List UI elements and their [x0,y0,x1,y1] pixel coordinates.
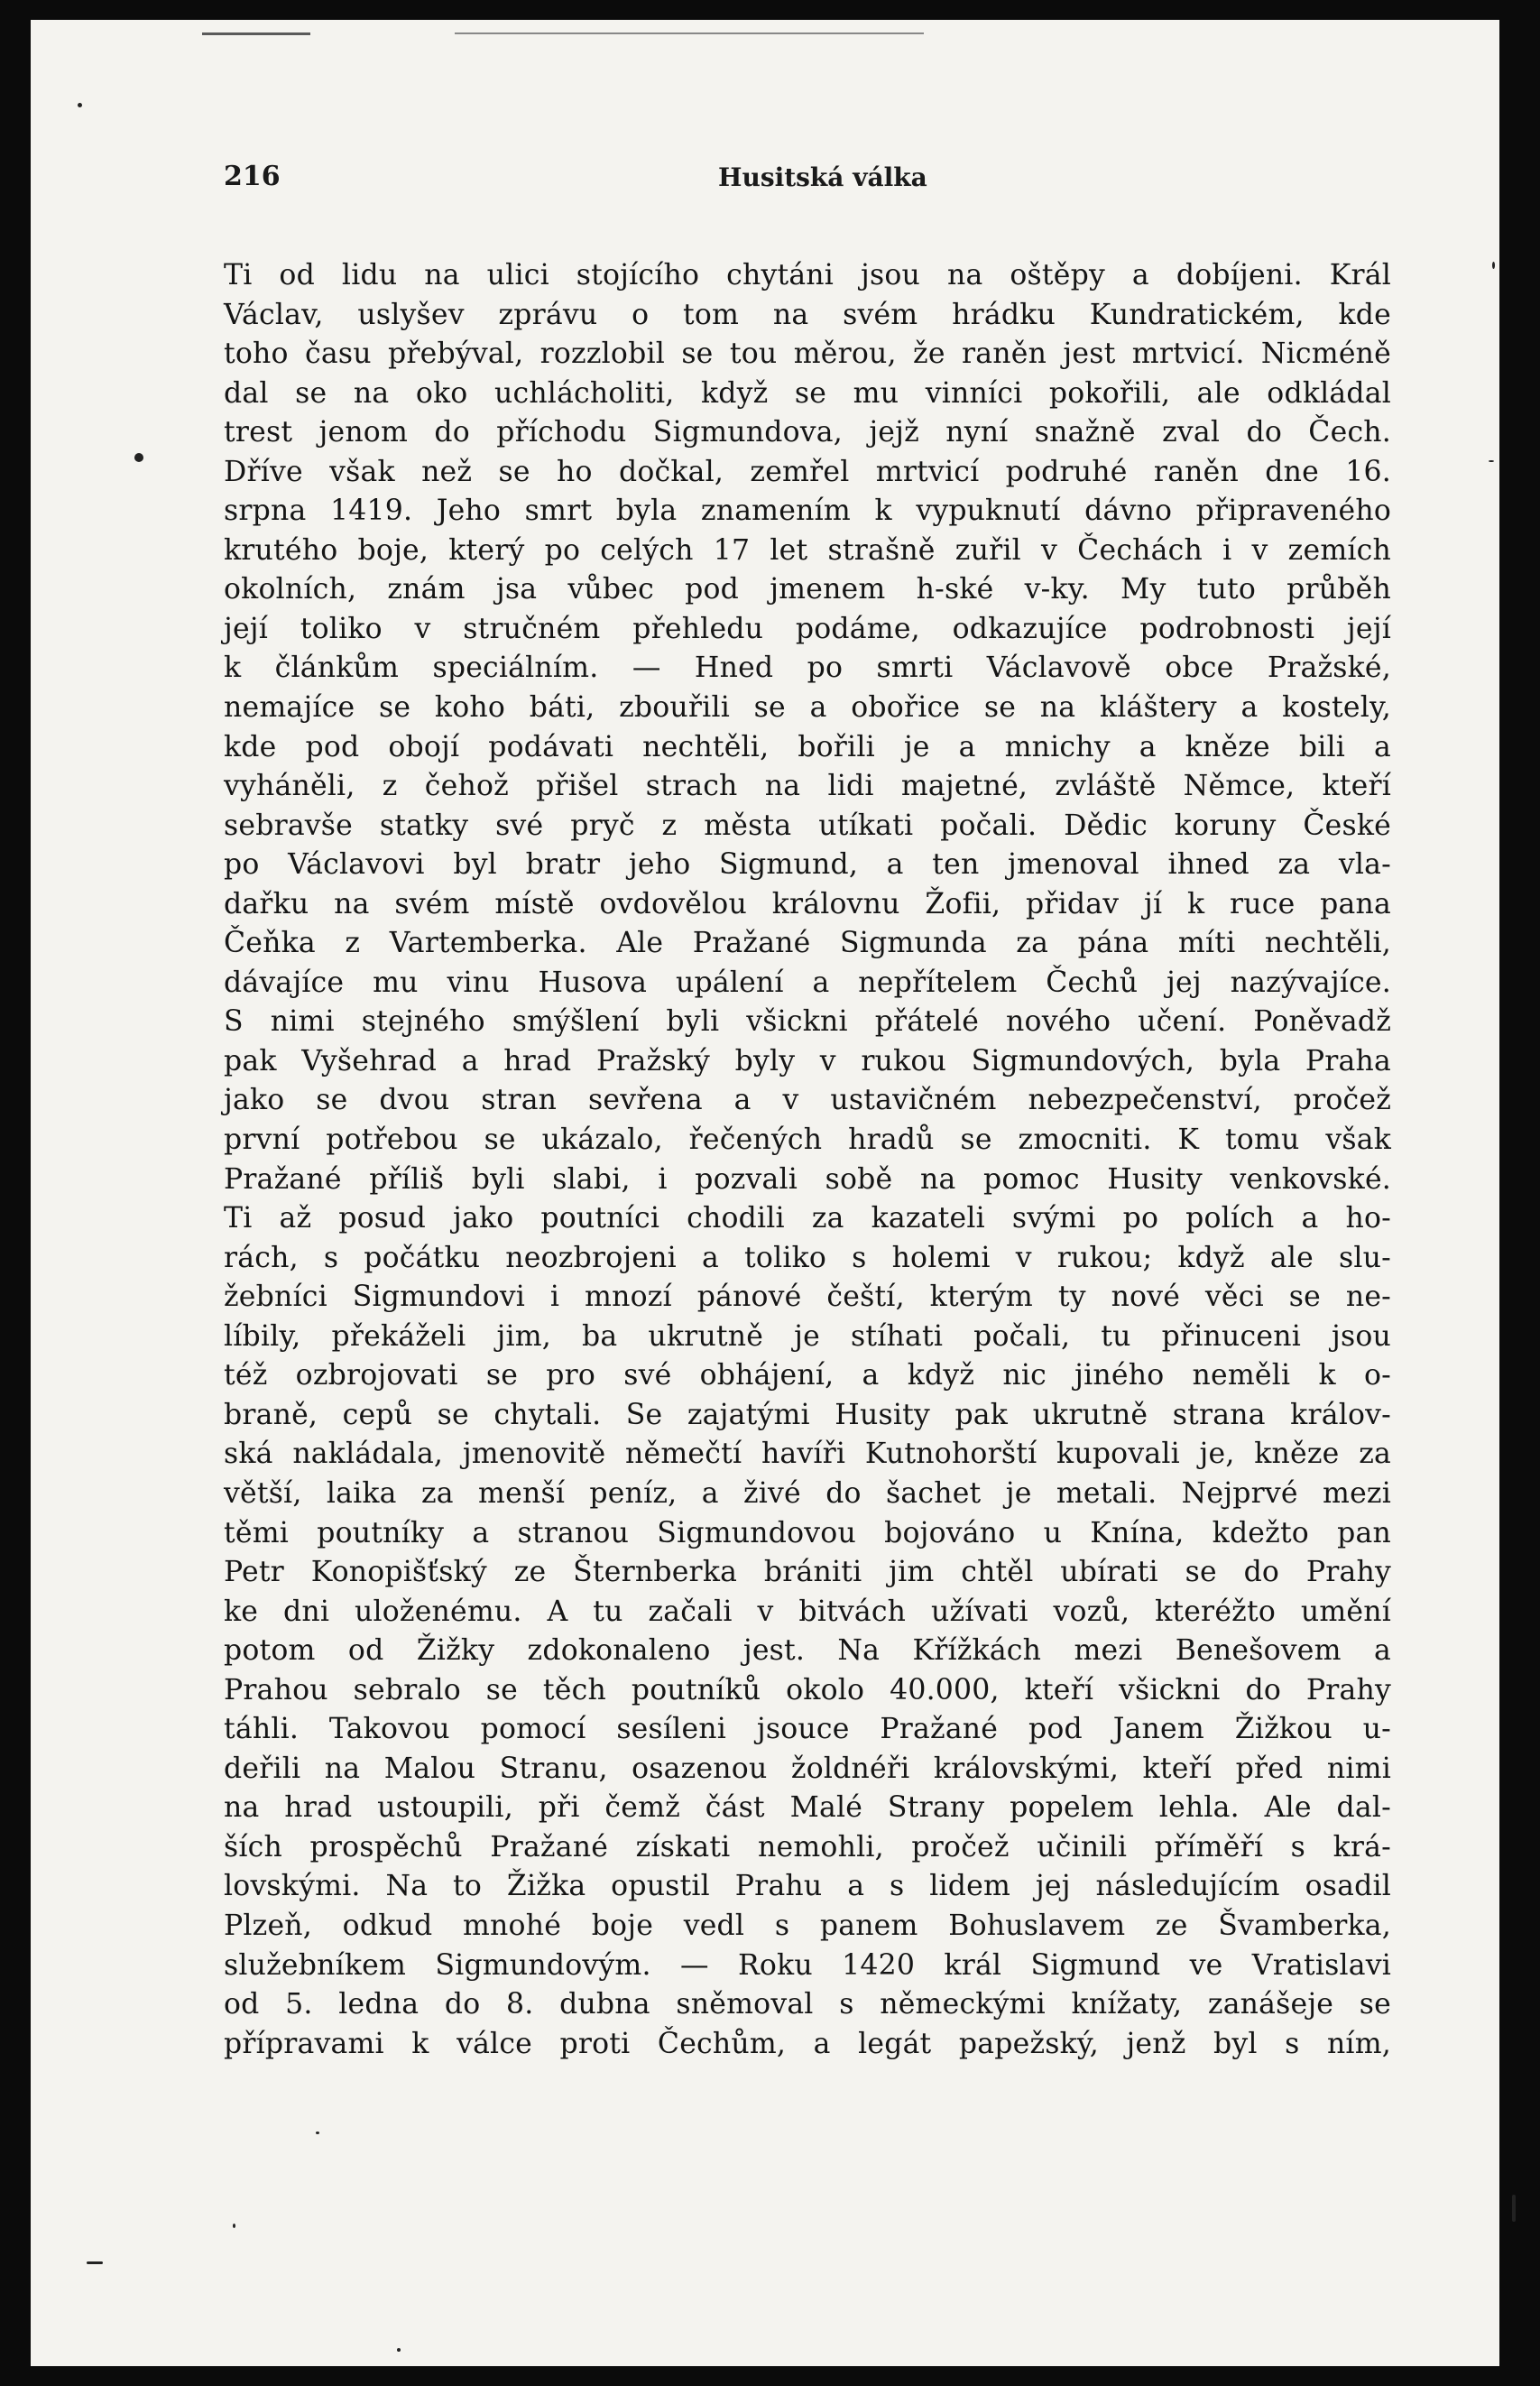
text-line: Prahou sebralo se těch poutníků okolo 40.000, kteří všickni do Prahy [224,1673,1391,1706]
body-text [224,256,1391,2064]
text-line: ších prospěchů Pražané získati nemohli, pročež učinili příměří s krá- [224,1830,1391,1863]
text-line: trest jenom do příchodu Sigmundova, jejž nyní snažně zval do Čech. [224,416,1391,449]
scanned-page [31,20,1510,2366]
text-line: S nimi stejného smýšlení byli všickni přátelé nového učení. Poněvadž [224,1005,1391,1039]
text-line: nemajíce se koho báti, zbouřili se a obořice se na kláštery a kostely, [224,691,1391,725]
text-line: na hrad ustoupili, při čemž část Malé Strany popelem lehla. Ale dal- [224,1791,1391,1825]
text-line: táhli. Takovou pomocí sesíleni jsouce Pražané pod Janem Žižkou u- [224,1713,1391,1746]
scan-speck [1492,262,1495,269]
text-line: ská nakládala, jmenovitě němečtí havíři Kutnohorští kupovali je, kněze za [224,1438,1391,1471]
scan-speck [134,453,143,462]
text-line: líbily, překáželi jim, ba ukrutně je stíhati počali, tu přinuceni jsou [224,1319,1391,1353]
scan-speck [233,2224,235,2228]
text-line: Petr Konopišťský ze Šternberka brániti jim chtěl ubírati se do Prahy [224,1556,1391,1589]
text-line: po Václavovi byl bratr jeho Sigmund, a ten jmenoval ihned za vla- [224,848,1391,882]
text-line: dal se na oko uchlácholiti, když se mu vinníci pokořili, ale odkládal [224,376,1391,410]
scan-speck [1489,460,1494,462]
text-line: srpna 1419. Jeho smrt byla znamením k vypuknutí dávno připraveného [224,495,1391,528]
text-line: dařku na svém místě ovdovělou královnu Žofii, přidav jí k ruce pana [224,887,1391,920]
text-line: toho času přebýval, rozzlobil se tou měrou, že raněn jest mrtvicí. Nicméně [224,338,1391,371]
text-line: Dříve však než se ho dočkal, zemřel mrtvicí podruhé raněn dne 16. [224,455,1391,488]
page-border [1499,20,1510,2366]
text-line: rách, s počátku neozbrojeni a toliko s holemi v rukou; když ale slu- [224,1241,1391,1274]
scan-edge-mark [202,32,310,35]
text-line: vyháněli, z čehož přišel strach na lidi majetné, zvláště Němce, kteří [224,770,1391,803]
text-line: první potřebou se ukázalo, řečených hradů se zmocniti. K tomu však [224,1124,1391,1157]
text-line: žebníci Sigmundovi i mnozí pánové čeští, kterým ty nové věci se ne- [224,1281,1391,1314]
scan-speck [397,2348,401,2352]
text-line: od 5. ledna do 8. dubna sněmoval s německými knížaty, zanášeje se [224,1988,1391,2021]
text-line: její toliko v stručném přehledu podáme, odkazujíce podrobnosti její [224,612,1391,645]
scan-speck [1512,2195,1516,2222]
text-line: jako se dvou stran sevřena a v ustavičném nebezpečenství, pročež [224,1084,1391,1117]
scan-speck [87,2261,103,2264]
page-header [224,161,1388,215]
text-line: přípravami k válce proti Čechům, a legát papežský, jenž byl s ním, [224,2027,1391,2060]
text-line: potom od Žižky zdokonaleno jest. Na Křížkách mezi Benešovem a [224,1634,1391,1668]
text-line: Plzeň, odkud mnohé boje vedl s panem Bohuslavem ze Švamberka, [224,1909,1391,1942]
text-line: Pražané příliš byli slabi, i pozvali sobě na pomoc Husity venkovské. [224,1162,1391,1196]
text-line: též ozbrojovati se pro své obhájení, a když nic jiného neměli k o- [224,1359,1391,1392]
text-line: k článkům speciálním. — Hned po smrti Václavově obce Pražské, [224,652,1391,685]
text-line: Čeňka z Vartemberka. Ale Pražané Sigmunda za pána míti nechtěli, [224,927,1391,960]
text-line: Ti od lidu na ulici stojícího chytáni jsou na oštěpy a dobíjeni. Král [224,259,1391,291]
scan-edge-mark [455,32,924,34]
text-line: braně, cepů se chytali. Se zajatými Husity pak ukrutně strana králov- [224,1398,1391,1431]
text-line: deřili na Malou Stranu, osazenou žoldnéři královskými, kteří před nimi [224,1752,1391,1785]
page-number: 216 [224,161,281,192]
text-line: služebníkem Sigmundovým. — Roku 1420 král Sigmund ve Vratislavi [224,1948,1391,1982]
text-line: větší, laika za menší peníz, a živé do šachet je metali. Nejprvé mezi [224,1476,1391,1510]
text-line: dávajíce mu vinu Husova upálení a nepřítelem Čechů jej nazývajíce. [224,966,1391,999]
running-title: Husitská válka [718,162,927,192]
scan-speck [316,2132,319,2134]
text-line: Václav, uslyšev zprávu o tom na svém hrádku Kundratickém, kde [224,298,1391,331]
text-line: kde pod obojí podávati nechtěli, bořili je a mnichy a kněze bili a [224,730,1391,763]
text-line: okolních, znám jsa vůbec pod jmenem h-ské v-ky. My tuto průběh [224,573,1391,606]
text-line: Ti až posud jako poutníci chodili za kazateli svými po polích a ho- [224,1202,1391,1235]
text-line: krutého boje, který po celých 17 let strašně zuřil v Čechách i v zemích [224,533,1391,567]
text-line: ke dni uloženému. A tu začali v bitvách užívati vozů, kteréžto umění [224,1595,1391,1628]
text-line: sebravše statky své pryč z města utíkati počali. Dědic koruny České [224,809,1391,842]
text-line: lovskými. Na to Žižka opustil Prahu a s lidem jej následujícím osadil [224,1870,1391,1903]
text-line: těmi poutníky a stranou Sigmundovou bojováno u Knína, kdežto pan [224,1516,1391,1549]
text-line: pak Vyšehrad a hrad Pražský byly v rukou Sigmundových, byla Praha [224,1044,1391,1077]
scan-speck [78,103,82,107]
